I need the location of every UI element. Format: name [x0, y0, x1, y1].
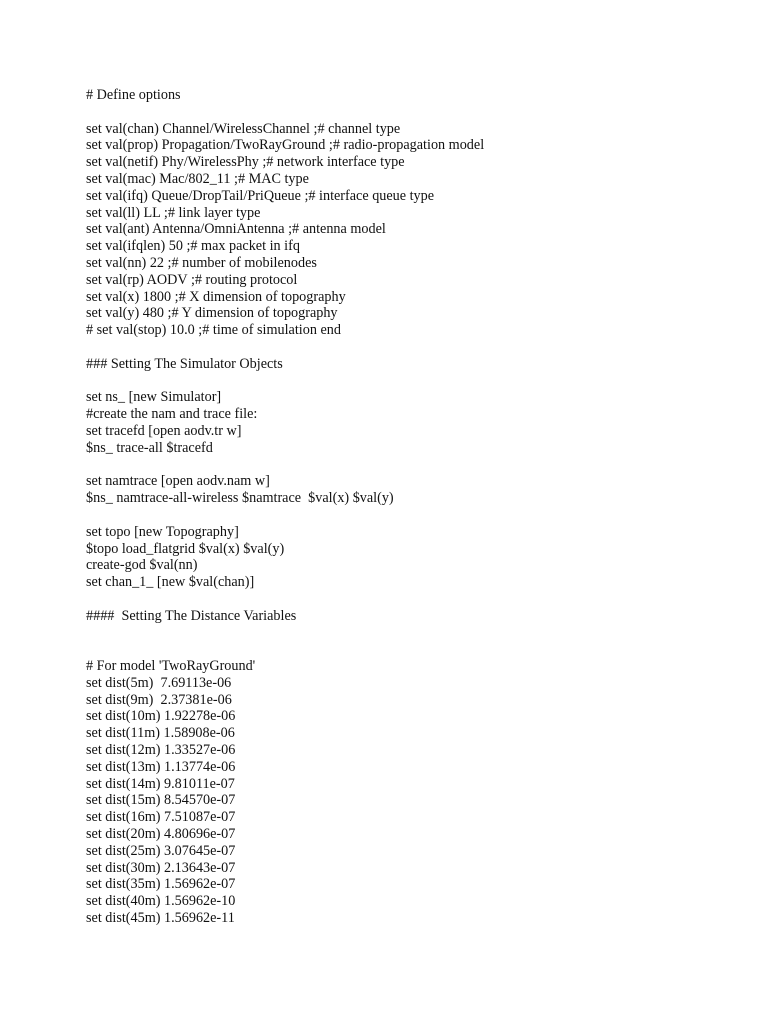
code-line: set dist(10m) 1.92278e-06 — [86, 708, 236, 725]
code-line: set val(prop) Propagation/TwoRayGround ;# radio-propagation model — [86, 137, 485, 154]
code-line: set val(ant) Antenna/OmniAntenna ;# antenna model — [86, 221, 386, 238]
code-line: set val(x) 1800 ;# X dimension of topography — [86, 288, 346, 305]
code-line: set dist(9m) 2.37381e-06 — [86, 691, 232, 708]
blank-line — [86, 339, 746, 356]
code-line: set dist(35m) 1.56962e-07 — [86, 876, 236, 893]
blank-line — [86, 104, 746, 121]
code-line: set dist(30m) 2.13643e-07 — [86, 859, 236, 876]
code-line: set dist(14m) 9.81011e-07 — [86, 775, 235, 792]
code-line: set ns_ [new Simulator] — [86, 389, 222, 406]
blank-line — [86, 625, 746, 642]
code-line: #### Setting The Distance Variables — [86, 607, 297, 624]
blank-line — [86, 591, 746, 608]
code-line: set namtrace [open aodv.nam w] — [86, 473, 270, 490]
code-line: set dist(20m) 4.80696e-07 — [86, 826, 236, 843]
code-line: set dist(40m) 1.56962e-10 — [86, 893, 236, 910]
code-line: set val(rp) AODV ;# routing protocol — [86, 271, 298, 288]
code-line: set topo [new Topography] — [86, 523, 239, 540]
code-line: # For model 'TwoRayGround' — [86, 658, 256, 675]
code-line: set val(ifqlen) 50 ;# max packet in ifq — [86, 238, 300, 255]
code-line: $topo load_flatgrid $val(x) $val(y) — [86, 540, 285, 557]
code-line: $ns_ trace-all $tracefd — [86, 439, 213, 456]
code-line: set dist(16m) 7.51087e-07 — [86, 809, 236, 826]
code-line: set val(nn) 22 ;# number of mobilenodes — [86, 254, 317, 271]
blank-line — [86, 641, 746, 658]
code-line: set tracefd [open aodv.tr w] — [86, 422, 242, 439]
code-line: set dist(5m) 7.69113e-06 — [86, 674, 232, 691]
code-line: set dist(45m) 1.56962e-11 — [86, 910, 235, 927]
code-line: set val(mac) Mac/802_11 ;# MAC type — [86, 170, 309, 187]
code-line: # Define options — [86, 87, 181, 103]
code-line: $ns_ namtrace-all-wireless $namtrace $val(x) $val(y) — [86, 490, 394, 507]
code-line: set chan_1_ [new $val(chan)] — [86, 574, 255, 591]
code-line: ### Setting The Simulator Objects — [86, 355, 283, 372]
blank-line — [86, 457, 746, 474]
code-line: # set val(stop) 10.0 ;# time of simulation end — [86, 322, 341, 339]
code-line: set dist(12m) 1.33527e-06 — [86, 742, 236, 759]
code-line: #create the nam and trace file: — [86, 406, 258, 423]
code-line: set val(ifq) Queue/DropTail/PriQueue ;# interface queue type — [86, 187, 435, 204]
code-line: create-god $val(nn) — [86, 557, 198, 574]
document-page — [86, 87, 746, 927]
blank-line — [86, 373, 746, 390]
blank-line — [86, 507, 746, 524]
code-line: set val(ll) LL ;# link layer type — [86, 204, 261, 221]
code-line: set dist(11m) 1.58908e-06 — [86, 725, 235, 742]
code-line: set val(chan) Channel/WirelessChannel ;# channel type — [86, 120, 401, 137]
code-line: set dist(25m) 3.07645e-07 — [86, 842, 236, 859]
code-line: set dist(15m) 8.54570e-07 — [86, 792, 236, 809]
code-line: set dist(13m) 1.13774e-06 — [86, 758, 236, 775]
code-line: set val(netif) Phy/WirelessPhy ;# network interface type — [86, 154, 405, 171]
code-line: set val(y) 480 ;# Y dimension of topography — [86, 305, 338, 322]
